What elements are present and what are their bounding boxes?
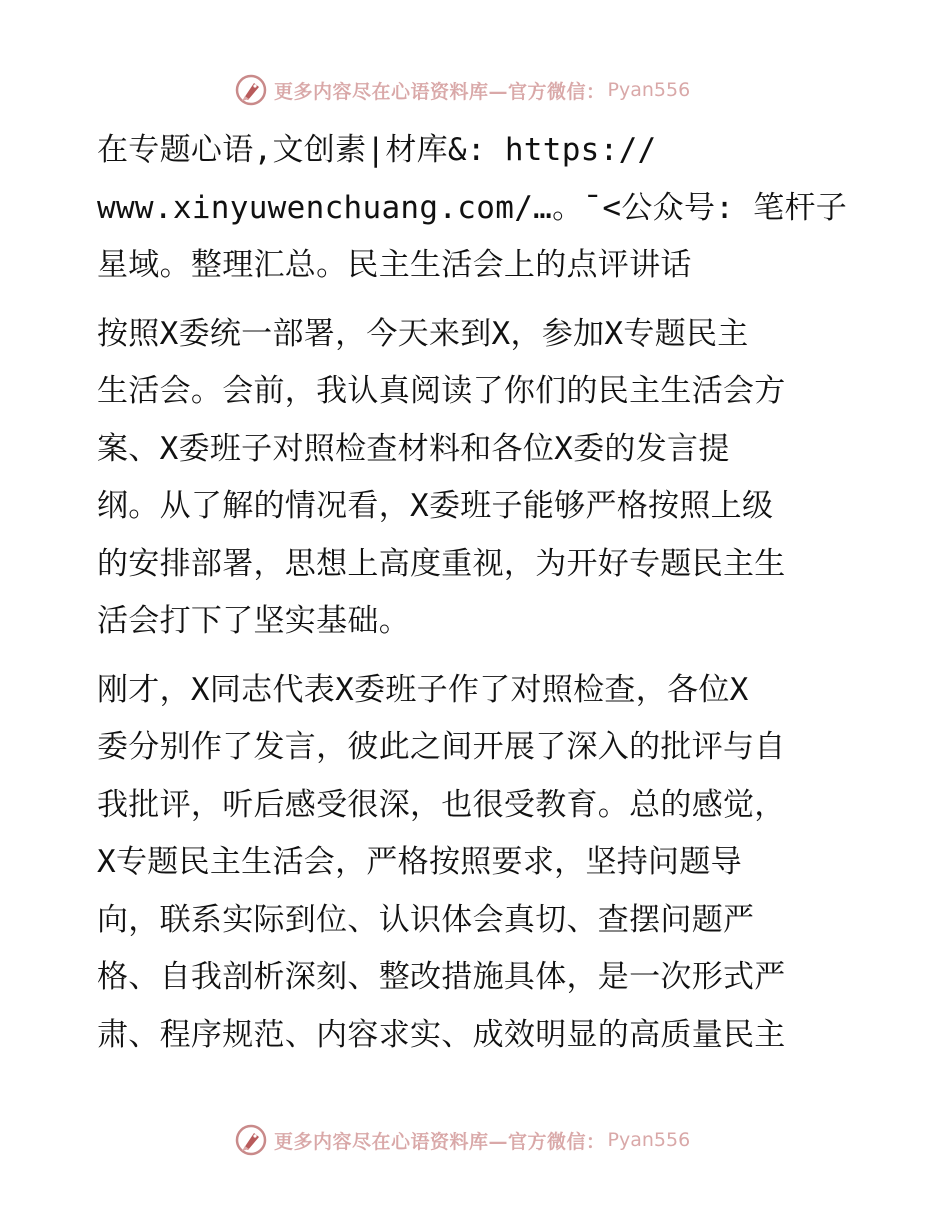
wechat-id: Pyan556 xyxy=(607,79,691,101)
text-line: 案、X委班子对照检查材料和各位X委的发言提 xyxy=(97,430,730,467)
wechat-id: Pyan556 xyxy=(607,1129,691,1151)
text-line: 肃、程序规范、内容求实、成效明显的高质量民主 xyxy=(97,1016,786,1053)
text-line: 格、自我剖析深刻、整改措施具体，是一次形式严 xyxy=(97,959,786,995)
text-line: 按照X委统一部署，今天来到X，参加X专题民主 xyxy=(97,315,749,352)
text-line: www.xinyuwenchuang.com/…。¯<公众号: 笔杆子 xyxy=(97,189,848,226)
text-line: X专题民主生活会，严格按照要求，坚持问题导 xyxy=(97,844,742,880)
text-line: 星域。整理汇总。民主生活会上的点评讲话 xyxy=(97,247,692,283)
intro-paragraph xyxy=(97,122,857,295)
text-line: 向，联系实际到位、认识体会真切、查摆问题严 xyxy=(97,901,755,938)
text-line: 刚才，X同志代表X委班子作了对照检查，各位X xyxy=(97,671,749,708)
text-line: 的安排部署，思想上高度重视，为开好专题民主生 xyxy=(97,545,786,582)
pen-nib-logo-icon xyxy=(234,73,268,107)
banner-text: 更多内容尽在心语资料库—官方微信： xyxy=(274,80,606,103)
text-line: 生活会。会前，我认真阅读了你们的民主生活会方 xyxy=(97,373,786,409)
text-line: 活会打下了坚实基础。 xyxy=(97,603,410,639)
paragraph-1 xyxy=(97,306,857,651)
footer-banner xyxy=(234,1120,690,1160)
paragraph-2 xyxy=(97,662,857,1065)
text-line: 我批评，听后感受很深，也很受教育。总的感觉， xyxy=(97,786,786,823)
header-banner xyxy=(234,70,690,110)
text-line: 在专题心语,文创素|材库&: https:// xyxy=(97,132,657,168)
text-line: 纲。从了解的情况看，X委班子能够严格按照上级 xyxy=(97,488,774,524)
pen-nib-logo-icon xyxy=(234,1123,268,1157)
banner-text: 更多内容尽在心语资料库—官方微信： xyxy=(274,1130,606,1153)
text-line: 委分别作了发言，彼此之间开展了深入的批评与自 xyxy=(97,729,786,765)
document-body xyxy=(97,122,857,1075)
